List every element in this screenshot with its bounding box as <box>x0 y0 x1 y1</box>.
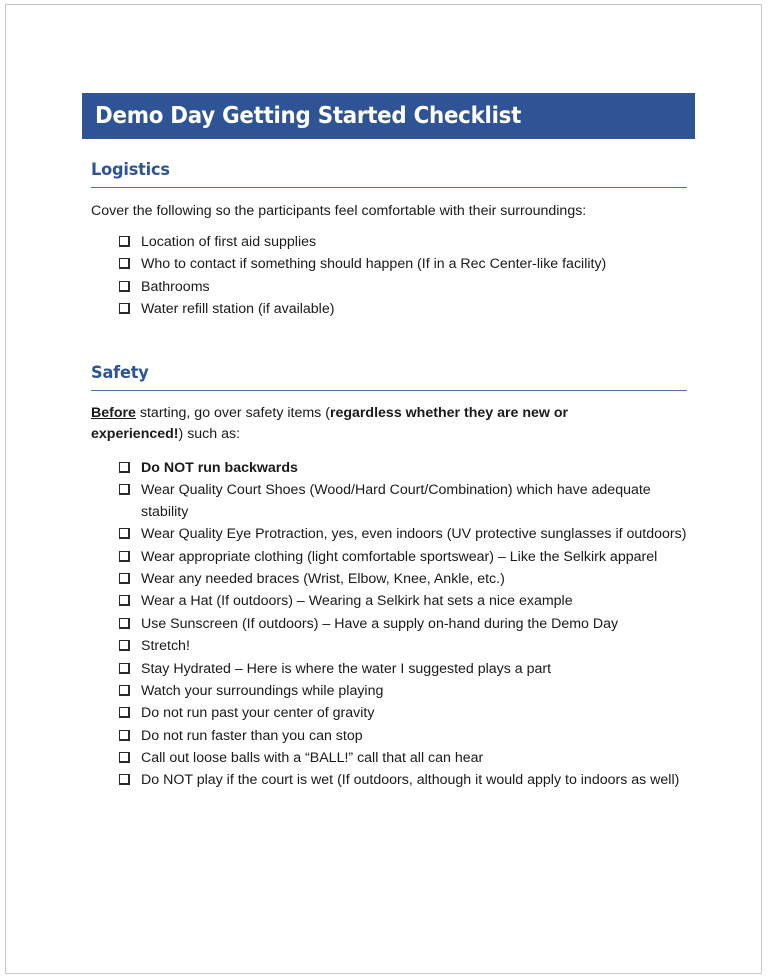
checkbox-icon[interactable] <box>119 707 130 718</box>
list-item[interactable] <box>91 591 696 613</box>
checkbox-icon[interactable] <box>119 730 130 741</box>
checkbox-icon[interactable] <box>119 640 130 651</box>
checkbox-icon[interactable] <box>119 303 130 314</box>
list-item-label: Wear any needed braces (Wrist, Elbow, Knee, Ankle, etc.) <box>141 571 505 588</box>
checkbox-icon[interactable] <box>119 774 130 785</box>
list-item[interactable] <box>91 547 696 569</box>
list-item-label: Who to contact if something should happen (If in a Rec Center-like facility) <box>141 256 607 273</box>
list-item-label: Stretch! <box>141 638 190 655</box>
safety-intro-tail: ) such as: <box>178 426 241 443</box>
section-logistics <box>82 161 696 321</box>
section-heading-safety: Safety <box>91 363 149 384</box>
list-item[interactable] <box>91 458 696 480</box>
safety-intro-before: Before <box>91 404 136 421</box>
list-item-label: Use Sunscreen (If outdoors) – Have a supply on-hand during the Demo Day <box>141 615 619 632</box>
safety-intro-emphasis: regardless whether they are new or experienced! <box>91 404 569 443</box>
document-title: Demo Day Getting Started Checklist <box>95 102 522 129</box>
checkbox-icon[interactable] <box>119 462 130 473</box>
document-page <box>5 4 762 974</box>
list-item[interactable] <box>91 726 696 748</box>
list-item-label: Call out loose balls with a “BALL!” call that all can hear <box>141 749 484 766</box>
list-item-label: Wear Quality Court Shoes (Wood/Hard Court/Combination) which have adequate stability <box>141 482 651 520</box>
safety-intro-text <box>91 391 601 446</box>
list-item-label: Location of first aid supplies <box>141 234 317 251</box>
safety-intro-middle: starting, go over safety items ( <box>135 404 330 421</box>
checkbox-icon[interactable] <box>119 236 130 247</box>
list-item[interactable] <box>91 299 696 321</box>
list-item[interactable] <box>91 480 696 524</box>
list-item-label: Do not run faster than you can stop <box>141 727 363 744</box>
checkbox-icon[interactable] <box>119 663 130 674</box>
list-item-label: Water refill station (if available) <box>141 301 335 318</box>
list-item-label: Bathrooms <box>141 278 210 295</box>
checkbox-icon[interactable] <box>119 685 130 696</box>
checkbox-icon[interactable] <box>119 258 130 269</box>
list-item[interactable] <box>91 254 696 276</box>
list-item-label: Watch your surroundings while playing <box>141 682 384 699</box>
list-item[interactable] <box>91 636 696 658</box>
checkbox-icon[interactable] <box>119 484 130 495</box>
list-item[interactable] <box>91 569 696 591</box>
checkbox-icon[interactable] <box>119 551 130 562</box>
list-item[interactable] <box>91 232 696 254</box>
checkbox-icon[interactable] <box>119 618 130 629</box>
checkbox-icon[interactable] <box>119 573 130 584</box>
safety-checklist <box>91 446 696 792</box>
section-safety <box>82 364 696 792</box>
list-item-label: Wear appropriate clothing (light comfortable sportswear) – Like the Selkirk apparel <box>141 548 658 565</box>
list-item[interactable] <box>91 703 696 725</box>
page-content <box>82 93 696 793</box>
list-item-label: Do NOT run backwards <box>141 459 298 476</box>
list-item[interactable] <box>91 524 696 546</box>
checkbox-icon[interactable] <box>119 752 130 763</box>
section-heading-logistics: Logistics <box>91 160 170 180</box>
list-item[interactable] <box>91 277 696 299</box>
list-item-label: Do not run past your center of gravity <box>141 705 375 722</box>
list-item-label: Wear a Hat (If outdoors) – Wearing a Selkirk hat sets a nice example <box>141 593 573 610</box>
list-item-label: Wear Quality Eye Protraction, yes, even indoors (UV protective sunglasses if outdoors) <box>141 526 687 543</box>
checkbox-icon[interactable] <box>119 528 130 539</box>
list-item[interactable] <box>91 659 696 681</box>
logistics-checklist <box>91 222 696 321</box>
logistics-intro-text: Cover the following so the participants feel comfortable with their surroundings: <box>91 202 587 219</box>
list-item[interactable] <box>91 681 696 703</box>
list-item[interactable] <box>91 748 696 770</box>
list-item[interactable] <box>91 614 696 636</box>
list-item[interactable] <box>91 770 696 792</box>
checkbox-icon[interactable] <box>119 595 130 606</box>
document-title-banner <box>82 93 695 139</box>
checkbox-icon[interactable] <box>119 281 130 292</box>
list-item-label: Stay Hydrated – Here is where the water I suggested plays a part <box>141 660 552 677</box>
list-item-label: Do NOT play if the court is wet (If outdoors, although it would apply to indoors as well) <box>141 772 680 789</box>
